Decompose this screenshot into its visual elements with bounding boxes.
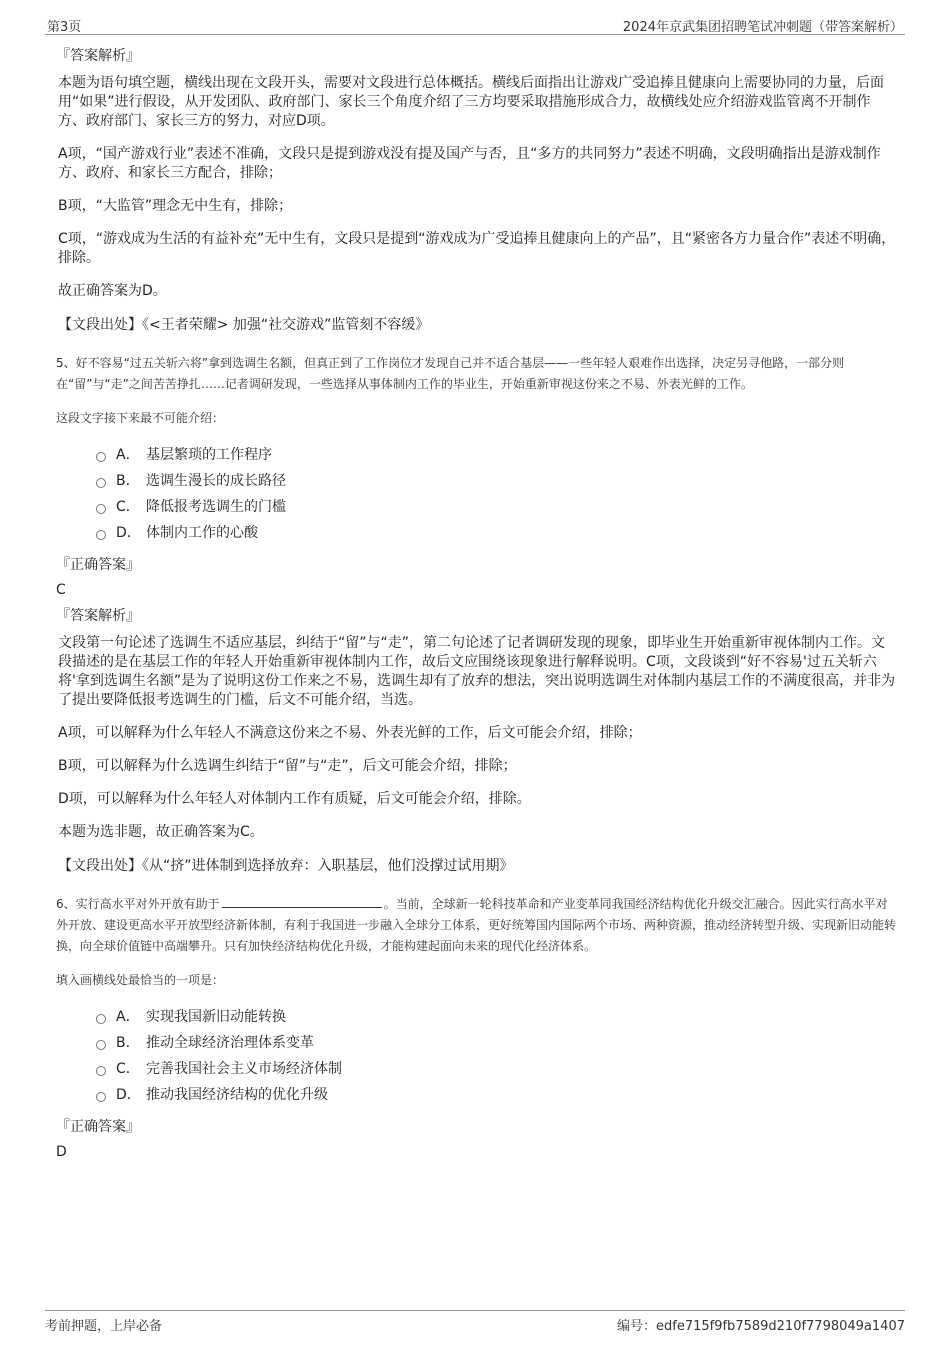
correct-answer-label: 『正确答案』 (56, 557, 140, 573)
question-5-prompt: 这段文字接下来最不可能介绍： (56, 411, 225, 425)
footer-slogan: 考前押题，上岸必备 (45, 1319, 163, 1334)
radio-icon[interactable] (96, 1066, 106, 1076)
correct-answer: C (56, 582, 66, 598)
option-c[interactable]: C． 降低报考选调生的门槛 (96, 494, 896, 520)
radio-icon[interactable] (96, 478, 106, 488)
document-code: 编号：edfe715f9fb7589d210f7798049a1407 (616, 1319, 905, 1334)
question-5-options (96, 442, 896, 546)
option-d[interactable]: D． 推动我国经济结构的优化升级 (96, 1082, 896, 1108)
page-footer (45, 1310, 905, 1335)
radio-icon[interactable] (96, 1092, 106, 1102)
analysis-label: 『答案解析』 (56, 608, 140, 624)
correct-answer: D (56, 1144, 67, 1160)
document-title: 2024年京武集团招聘笔试冲刺题（带答案解析） (622, 20, 903, 35)
analysis-paragraph: 文段第一句论述了选调生不适应基层，纠结于“留”与“走”，第二句论述了记者调研发现的现象，即毕业生开始重新审视体制内工作。文段描述的是在基层工作的年轻人开始重新审视体制内工作，故后文应围绕该现象进行解释说明。C项，文段谈到“好不容易'过五关斩六将'拿到选调生名额”是为了说明这份工作来之不易，选调生却有了放弃的想法，突出说明选调生对体制内基层工作的不满度很高，并非为了提出要降低报考选调生的门槛，后文不可能介绍，当选。 (58, 635, 896, 708)
page-content (56, 46, 896, 1168)
option-a[interactable]: A． 基层繁琐的工作程序 (96, 442, 896, 468)
analysis-paragraph: D项，可以解释为什么年轻人对体制内工作有质疑，后文可能会介绍，排除。 (58, 791, 531, 807)
question-6-prompt: 填入画横线处最恰当的一项是： (56, 973, 225, 987)
radio-icon[interactable] (96, 504, 106, 514)
option-d[interactable]: D． 体制内工作的心酸 (96, 520, 896, 546)
question-6-options (96, 1004, 896, 1108)
question-6-text: 6、实行高水平对外开放有助于 。当前，全球新一轮科技革命和产业变革同我国经济结构优化升级交汇融合。因此实行高水平对外开放、建设更高水平开放型经济新体制，有利于我国进一步融入全球分工体系，更好统筹国内国际两个市场、两种资源，推动经济转型升级、实现新旧动能转换，向全球价值链中高端攀升。只有加快经济结构优化升级，才能构建起面向未来的现代化经济体系。 (56, 897, 897, 953)
analysis-paragraph: B项，可以解释为什么选调生纠结于“留”与“走”，后文可能会介绍，排除； (58, 758, 517, 774)
analysis-paragraph: 本题为选非题，故正确答案为C。 (58, 824, 264, 840)
analysis-paragraph: C项，“游戏成为生活的有益补充”无中生有，文段只是提到“游戏成为广受追捧且健康向上的产品”，且“紧密各方力量合作”表述不明确，排除。 (58, 231, 896, 266)
option-b[interactable]: B． 推动全球经济治理体系变革 (96, 1030, 896, 1056)
correct-answer-label: 『正确答案』 (56, 1119, 140, 1135)
source-citation: 【文段出处】《从“挤”进体制到选择放弃：入职基层，他们没撑过试用期》 (58, 858, 514, 874)
radio-icon[interactable] (96, 1014, 106, 1024)
radio-icon[interactable] (96, 530, 106, 540)
radio-icon[interactable] (96, 1040, 106, 1050)
question-5-text: 5、好不容易“过五关斩六将”拿到选调生名额，但真正到了工作岗位才发现自己并不适合基层——一些年轻人艰难作出选择，决定另寻他路，一部分则在“留”与“走”之间苦苦挣扎……记者调研发现，一些选择从事体制内工作的毕业生，开始重新审视这份来之不易、外表光鲜的工作。 (56, 356, 845, 391)
fill-blank (222, 895, 382, 908)
option-c[interactable]: C． 完善我国社会主义市场经济体制 (96, 1056, 896, 1082)
page-number: 第3页 (47, 20, 82, 35)
analysis-label: 『答案解析』 (56, 48, 140, 64)
analysis-paragraph: 本题为语句填空题，横线出现在文段开头，需要对文段进行总体概括。横线后面指出让游戏广受追捧且健康向上需要协同的力量，后面用“如果”进行假设，从开发团队、政府部门、家长三个角度介绍了三方均要采取措施形成合力，故横线处应介绍游戏监管离不开制作方、政府部门、家长三方的努力，对应D项。 (58, 75, 884, 129)
option-a[interactable]: A． 实现我国新旧动能转换 (96, 1004, 896, 1030)
option-b[interactable]: B． 选调生漫长的成长路径 (96, 468, 896, 494)
analysis-paragraph: B项，“大监管”理念无中生有，排除； (58, 198, 293, 214)
source-citation: 【文段出处】《<王者荣耀> 加强“社交游戏”监管刻不容缓》 (58, 317, 430, 333)
analysis-paragraph: A项，可以解释为什么年轻人不满意这份来之不易、外表光鲜的工作，后文可能会介绍，排除； (58, 725, 642, 741)
analysis-paragraph: A项，“国产游戏行业”表述不准确，文段只是提到游戏没有提及国产与否，且“多方的共同努力”表述不明确，文段明确指出是游戏制作方、政府、和家长三方配合，排除； (58, 146, 881, 181)
radio-icon[interactable] (96, 452, 106, 462)
page-header (45, 14, 905, 35)
analysis-paragraph: 故正确答案为D。 (58, 283, 167, 299)
